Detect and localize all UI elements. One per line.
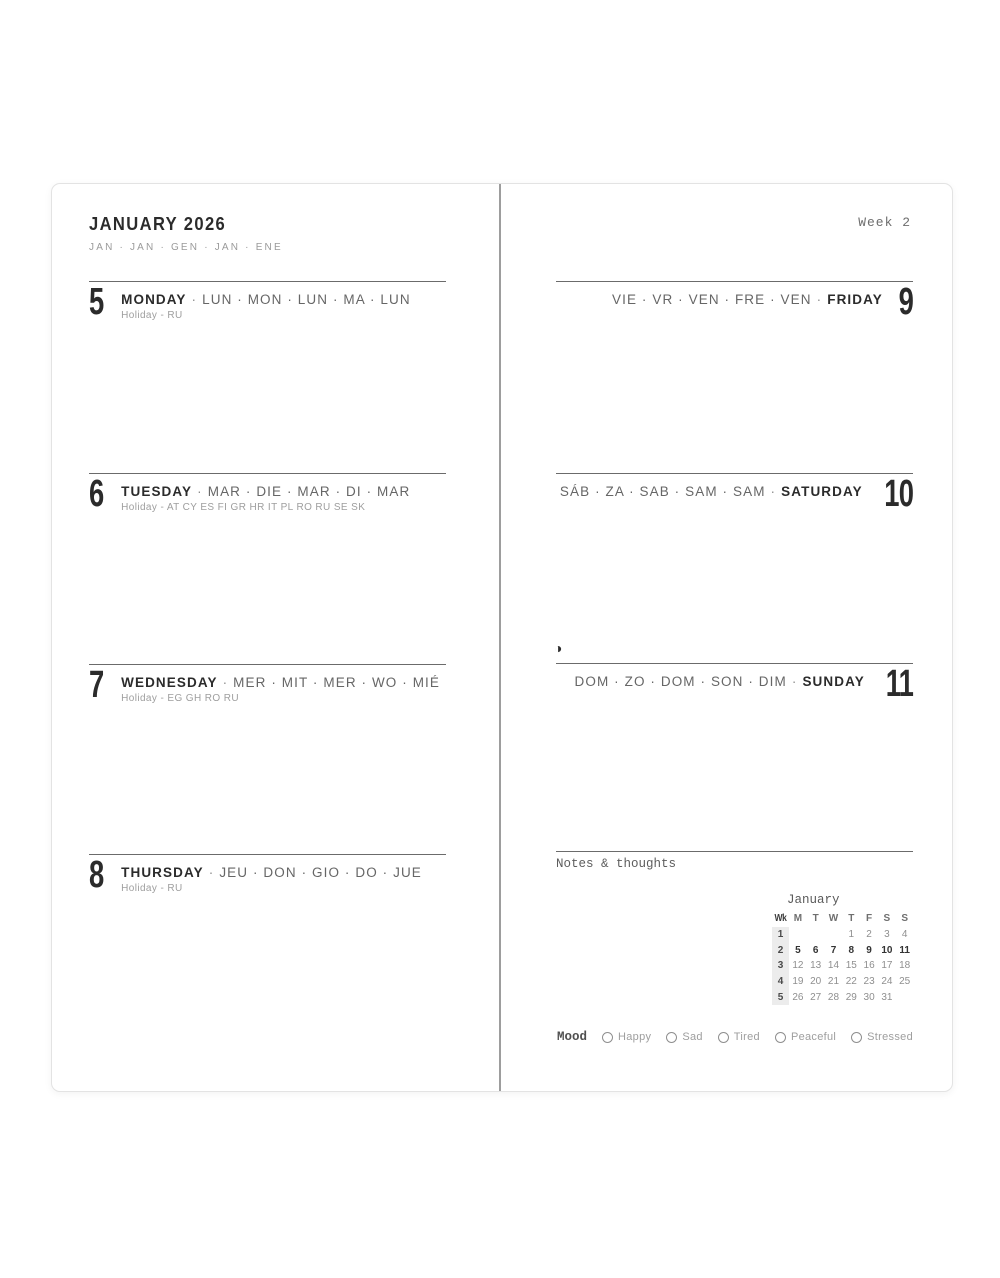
- mood-option-label: Peaceful: [790, 1031, 837, 1043]
- day-number: 6: [89, 473, 104, 515]
- day-other-names: SÁB · ZA · SAB · SAM · SAM: [559, 484, 766, 499]
- day-other-names: DOM · ZO · DOM · SON · DIM: [574, 674, 787, 689]
- radio-icon[interactable]: [775, 1032, 786, 1043]
- radio-icon[interactable]: [602, 1032, 613, 1043]
- day-name: WEDNESDAY: [121, 675, 218, 690]
- mini-calendar: [772, 893, 914, 1005]
- calendar-day-cell: [807, 927, 825, 943]
- day-row-monday: [89, 281, 446, 321]
- radio-icon[interactable]: [851, 1032, 862, 1043]
- mood-option-stressed[interactable]: [851, 1031, 913, 1043]
- notes-label: Notes & thoughts: [556, 857, 677, 871]
- mood-option-label: Sad: [682, 1031, 703, 1043]
- calendar-day-cell: 12: [792, 960, 804, 972]
- calendar-dow-header: T: [812, 913, 819, 925]
- calendar-day-cell: 21: [827, 976, 840, 988]
- day-name: TUESDAY: [121, 484, 193, 499]
- day-name: SUNDAY: [802, 674, 865, 689]
- day-names: [560, 480, 863, 499]
- day-other-names: MAR · DIE · MAR · DI · MAR: [207, 484, 411, 499]
- calendar-day-cell: 11: [899, 944, 910, 956]
- day-number: 10: [883, 473, 913, 515]
- calendar-week-number: 2: [772, 942, 789, 958]
- day-row-tuesday: [89, 473, 446, 513]
- calendar-week-number: 4: [772, 974, 789, 990]
- calendar-dow-header: F: [866, 913, 873, 925]
- day-names: [612, 288, 883, 307]
- mood-option-label: Tired: [733, 1031, 760, 1043]
- day-name: MONDAY: [121, 292, 187, 307]
- separator-dot: ·: [816, 292, 823, 307]
- calendar-day-cell: 18: [899, 960, 911, 972]
- mood-option-label: Stressed: [867, 1031, 913, 1043]
- day-name: SATURDAY: [781, 484, 863, 499]
- day-row-friday: [556, 281, 913, 323]
- calendar-day-cell: [789, 927, 807, 943]
- separator-dot: ·: [191, 292, 198, 307]
- calendar-day-cell: 16: [863, 960, 875, 972]
- calendar-day-cell: 6: [812, 944, 819, 956]
- calendar-day-cell: 20: [810, 976, 822, 988]
- month-title: JANUARY 2026: [89, 214, 227, 234]
- month-subtitle: JAN · JAN · GEN · JAN · ENE: [89, 242, 283, 253]
- calendar-week-number: 1: [772, 927, 789, 943]
- calendar-day-cell: 13: [810, 960, 822, 972]
- radio-icon[interactable]: [666, 1032, 677, 1043]
- mood-tracker: [557, 1030, 913, 1044]
- calendar-day-cell: 4: [901, 929, 908, 941]
- day-row-saturday: [556, 473, 913, 515]
- day-row-wednesday: [89, 664, 446, 704]
- calendar-day-cell: 1: [848, 929, 855, 941]
- calendar-day-cell: 17: [881, 960, 893, 972]
- holiday-note: Holiday - RU: [121, 310, 183, 321]
- month-header: [89, 214, 283, 253]
- calendar-day-cell: 24: [881, 976, 893, 988]
- calendar-day-cell: 31: [881, 991, 893, 1003]
- separator-dot: ·: [208, 865, 215, 880]
- day-other-names: MER · MIT · MER · WO · MIÉ: [233, 675, 441, 690]
- calendar-day-cell: 8: [848, 944, 855, 956]
- calendar-week-number: 3: [772, 958, 789, 974]
- day-number: 11: [885, 663, 913, 705]
- day-number: 8: [89, 854, 104, 896]
- day-other-names: JEU · DON · GIO · DO · JUE: [219, 865, 422, 880]
- holiday-note: Holiday - EG GH RO RU: [121, 693, 240, 704]
- mood-option-sad[interactable]: [666, 1031, 702, 1043]
- day-number: 5: [89, 281, 104, 323]
- calendar-day-cell: 29: [845, 991, 857, 1003]
- moon-phase-icon: ◑: [554, 640, 563, 656]
- page-divider: [499, 184, 501, 1091]
- calendar-day-cell: 3: [884, 929, 890, 941]
- day-other-names: LUN · MON · LUN · MA · LUN: [202, 292, 411, 307]
- calendar-day-cell: 23: [863, 976, 875, 988]
- day-other-names: VIE · VR · VEN · FRE · VEN: [612, 292, 812, 307]
- mood-option-happy[interactable]: [602, 1031, 651, 1043]
- calendar-day-cell: 7: [830, 944, 837, 956]
- calendar-day-cell: 10: [881, 944, 893, 956]
- day-name: FRIDAY: [827, 292, 883, 307]
- mini-calendar-grid: [772, 911, 914, 1005]
- notes-section: [556, 851, 913, 871]
- calendar-dow-header: S: [901, 913, 909, 925]
- calendar-dow-header: S: [883, 913, 891, 925]
- calendar-day-cell: 15: [845, 960, 857, 972]
- calendar-day-cell: 25: [899, 976, 911, 988]
- week-label: Week 2: [858, 215, 911, 230]
- day-names: [121, 861, 422, 880]
- calendar-day-cell: 22: [845, 976, 857, 988]
- calendar-day-cell: 9: [866, 944, 872, 956]
- day-name: THURSDAY: [121, 865, 204, 880]
- calendar-week-col-header: Wk: [774, 913, 787, 925]
- day-names: [121, 480, 410, 499]
- calendar-dow-header: T: [848, 913, 855, 925]
- day-row-sunday: [554, 640, 913, 705]
- mood-option-label: Happy: [618, 1031, 652, 1043]
- separator-dot: ·: [197, 484, 203, 499]
- holiday-note: Holiday - RU: [121, 883, 183, 894]
- calendar-day-cell: 5: [795, 944, 801, 956]
- holiday-note: Holiday - AT CY ES FI GR HR IT PL RO RU SE SK: [121, 502, 366, 513]
- mini-calendar-title: January: [787, 893, 840, 907]
- calendar-day-cell: 28: [827, 991, 840, 1003]
- mood-label: Mood: [557, 1030, 588, 1044]
- separator-dot: ·: [770, 484, 777, 499]
- separator-dot: ·: [222, 675, 229, 690]
- day-names: [121, 671, 440, 690]
- calendar-dow-header: W: [828, 913, 839, 925]
- calendar-day-cell: [825, 927, 843, 943]
- planner-spread: [51, 183, 953, 1092]
- calendar-day-cell: 30: [863, 991, 875, 1003]
- mood-option-tired[interactable]: [718, 1031, 760, 1043]
- calendar-dow-header: M: [793, 913, 803, 925]
- calendar-day-cell: 26: [792, 991, 804, 1003]
- day-names: [121, 288, 411, 307]
- calendar-day-cell: 19: [792, 976, 804, 988]
- calendar-day-cell: 14: [827, 960, 840, 972]
- separator-dot: ·: [791, 674, 798, 689]
- calendar-day-cell: 2: [866, 929, 872, 941]
- calendar-day-cell: 27: [810, 991, 822, 1003]
- day-number: 7: [89, 664, 104, 706]
- day-names: [575, 670, 865, 689]
- radio-icon[interactable]: [718, 1032, 729, 1043]
- calendar-day-cell: [896, 989, 914, 1005]
- day-number: 9: [898, 281, 913, 323]
- mood-option-peaceful[interactable]: [775, 1031, 836, 1043]
- day-row-thursday: [89, 854, 446, 894]
- calendar-week-number: 5: [772, 989, 789, 1005]
